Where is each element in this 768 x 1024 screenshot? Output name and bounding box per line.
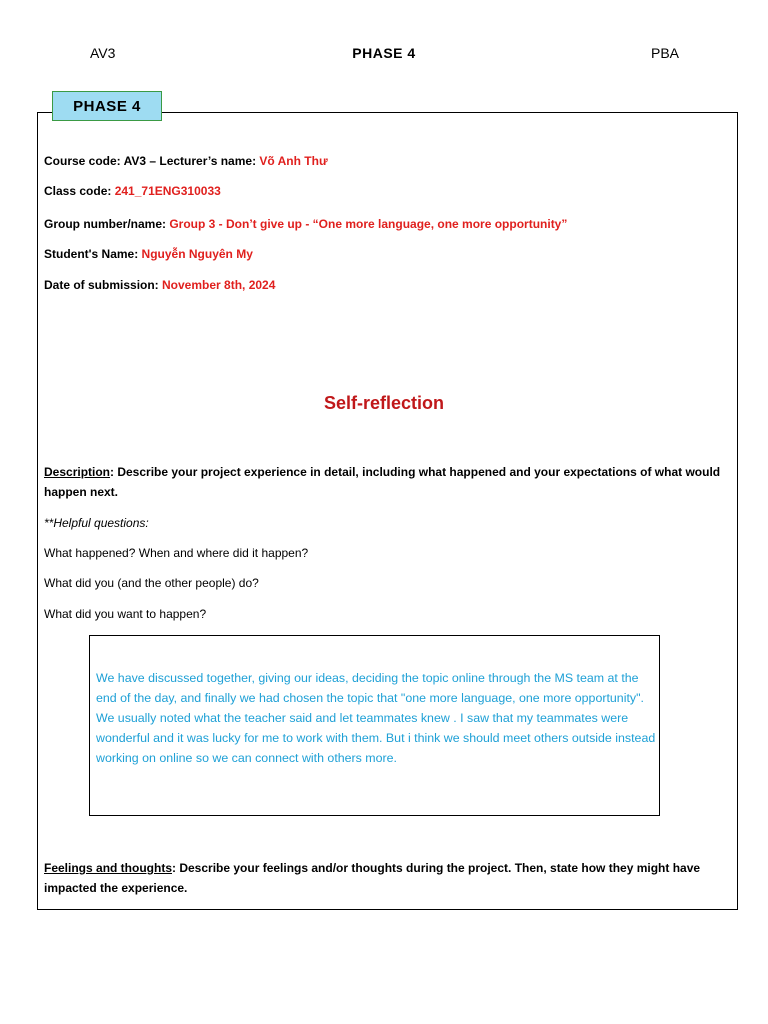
feelings-heading: Feelings and thoughts [44,861,172,875]
date-label: Date of submission: [44,278,163,292]
header-right: PBA [651,45,680,61]
date-line [44,275,275,295]
question-2: What did you (and the other people) do? [44,576,259,590]
answer-text: We have discussed together, giving our ideas, deciding the topic online through the MS team at the end of the day, and finally we had chosen the topic that "one more language, one more opportunity". We usually noted what the teacher said and let teammates knew . I saw that my teammates were wonderful and it was lucky for me to work with them. But i think we should meet others outside instead working on online so we can connect with others more. [96,671,656,765]
group-line [44,214,567,234]
description-prompt [44,462,724,502]
description-text: : Describe your project experience in detail, including what happened and your expectations of what would happen next. [44,465,721,499]
page-title: Self-reflection [323,393,445,413]
description-heading: Description [44,465,111,479]
class-code: 241_71ENG310033 [114,184,221,198]
course-label: Course code: AV3 – Lecturer’s name: [44,154,260,168]
class-line [44,181,221,201]
student-line [44,244,253,264]
helpful-questions: **Helpful questions: [44,516,149,530]
feelings-prompt [44,858,724,898]
group-name: Group 3 - Don’t give up - “One more language, one more opportunity” [169,217,568,231]
student-label: Student's Name: [44,247,142,261]
course-line [44,151,328,171]
group-label: Group number/name: [44,217,170,231]
student-name: Nguyễn Nguyên My [141,247,253,261]
question-1: What happened? When and where did it happen? [44,546,309,560]
phase-tab: PHASE 4 [52,91,162,121]
question-3: What did you want to happen? [44,607,207,621]
lecturer-name: Võ Anh Thư [259,154,328,168]
submission-date: November 8th, 2024 [162,278,276,292]
class-label: Class code: [44,184,115,198]
header-left: AV3 [90,45,116,61]
feelings-text: : Describe your feelings and/or thoughts during the project. Then, state how they might have impacted the experience. [44,861,701,895]
header-center: PHASE 4 [352,45,416,61]
